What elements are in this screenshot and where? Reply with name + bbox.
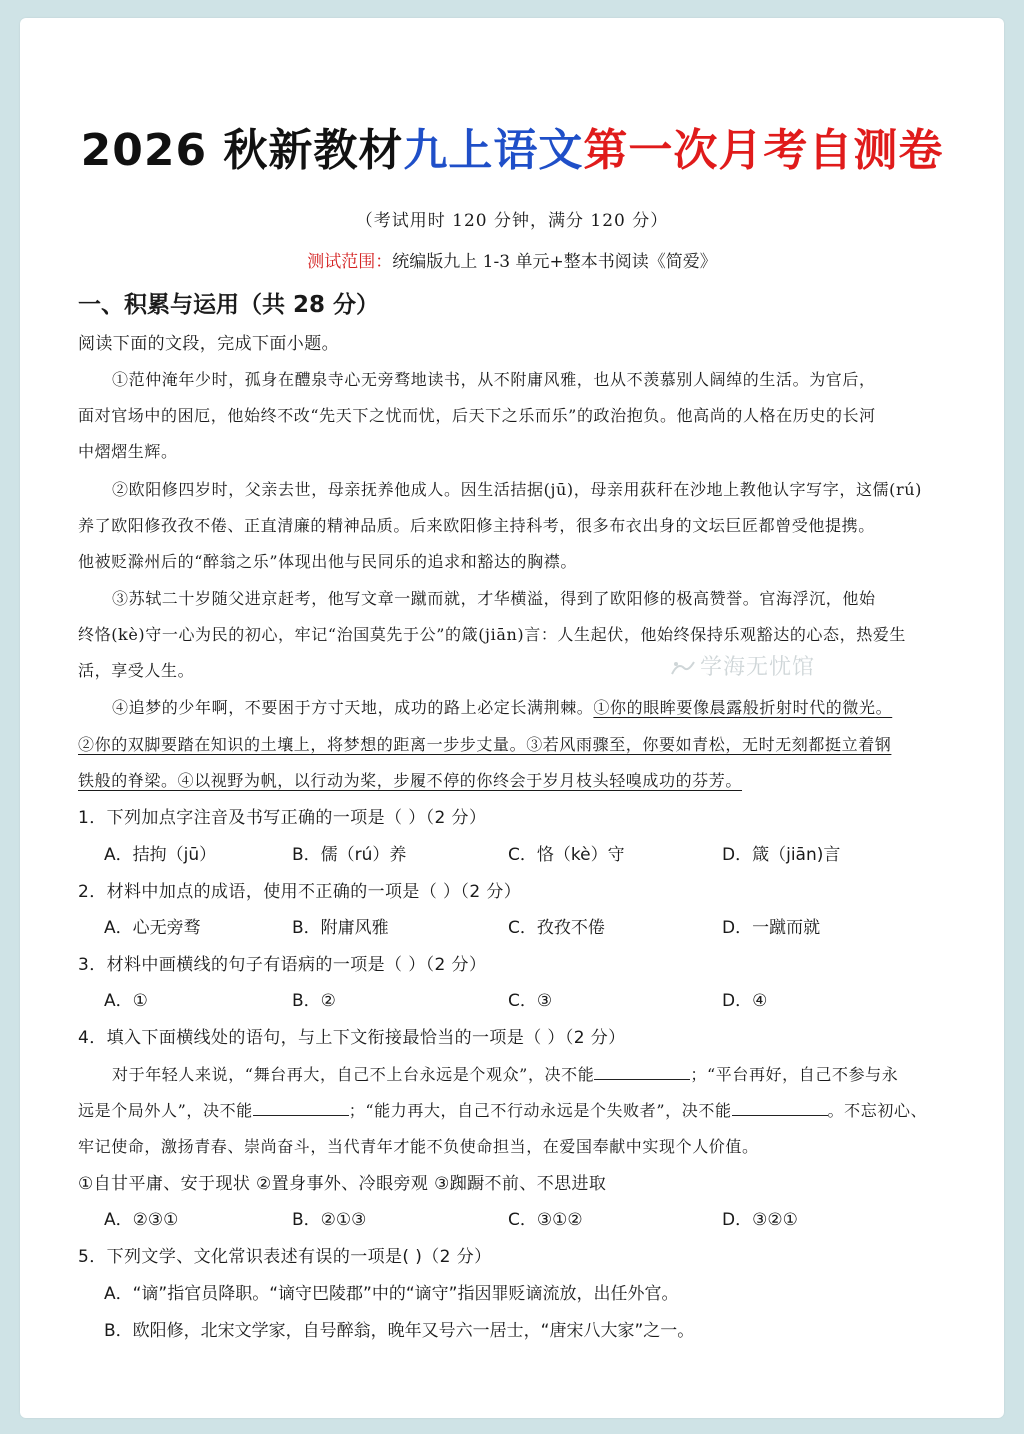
option-a: A．拮拘（jū） bbox=[104, 845, 217, 865]
passage-line bbox=[112, 696, 946, 720]
option-d: D．④ bbox=[722, 991, 768, 1011]
passage-line: ①范仲淹年少时，孤身在醴泉寺心无旁骛地读书，从不附庸风雅，也从不羡慕别人阔绰的生活。为官后， bbox=[112, 370, 876, 389]
exam-duration: （考试用时 120 分钟，满分 120 分） bbox=[355, 211, 669, 231]
underlined-sentence: 铁般的脊梁。④以视野为帆，以行动为桨，步履不停的你终会于岁月枝头轻嗅成功的芬芳。 bbox=[78, 771, 743, 790]
question-text: 远是个局外人”，决不能 bbox=[78, 1101, 253, 1120]
question-passage-line bbox=[112, 1063, 946, 1087]
question-text: 对于年轻人来说，“舞台再大，自己不上台永远是个观众”，决不能 bbox=[112, 1065, 595, 1084]
option-c: C．恪（kè）守 bbox=[508, 845, 625, 865]
title-year-part: 2026 秋新教材 bbox=[80, 125, 404, 176]
test-scope-text: 统编版九上 1-3 单元+整本书阅读《简爱》 bbox=[392, 252, 717, 272]
fill-blank bbox=[253, 1101, 349, 1116]
option-a: A．②③① bbox=[104, 1210, 179, 1230]
fill-blank bbox=[732, 1101, 828, 1116]
passage-line: ③苏轼二十岁随父进京赶考，他写文章一蹴而就，才华横溢，得到了欧阳修的极高赞誉。官海浮沉，他始 bbox=[112, 589, 876, 608]
question-stem: 1．下列加点字注音及书写正确的一项是（ ）（2 分） bbox=[78, 808, 487, 828]
option-c: C．③①② bbox=[508, 1210, 583, 1230]
test-scope-label: 测试范围： bbox=[307, 252, 393, 272]
watermark bbox=[670, 650, 815, 681]
title-subject-part: 九上语文 bbox=[403, 125, 584, 176]
question-stem: 4．填入下面横线处的语句，与上下文衔接最恰当的一项是（ ）（2 分） bbox=[78, 1028, 626, 1048]
question-choices-list: ①自甘平庸、安于现状 ②置身事外、冷眼旁观 ③踟蹰不前、不思进取 bbox=[78, 1174, 607, 1194]
passage-text: ④追梦的少年啊，不要困于方寸天地，成功的路上必定长满荆棘。 bbox=[112, 698, 594, 717]
option-a: A．“谪”指官员降职。“谪守巴陵郡”中的“谪守”指因罪贬谪流放，出任外官。 bbox=[104, 1284, 679, 1304]
option-a: A．① bbox=[104, 991, 148, 1011]
section-heading: 一、积累与运用（共 28 分） bbox=[78, 292, 380, 318]
test-scope bbox=[20, 247, 1004, 272]
passage-line: 活，享受人生。 bbox=[78, 661, 195, 680]
fill-blank bbox=[594, 1065, 690, 1080]
reading-instruction: 阅读下面的文段，完成下面小题。 bbox=[78, 334, 339, 354]
option-d: D．箴（jiān)言 bbox=[722, 845, 841, 865]
option-b: B．欧阳修，北宋文学家，自号醉翁，晚年又号六一居士，“唐宋八大家”之一。 bbox=[104, 1321, 695, 1341]
question-text: 。不忘初心、 bbox=[827, 1101, 928, 1120]
passage-line: ②欧阳修四岁时，父亲去世，母亲抚养他成人。因生活拮据(jū)，母亲用荻秆在沙地上教他认字写字，这儒(rú) bbox=[112, 480, 922, 499]
watermark-text: 学海无忧馆 bbox=[700, 655, 816, 680]
passage-line: 终恪(kè)守一心为民的初心，牢记“治国莫先于公”的箴(jiān)言：人生起伏，他始终保持乐观豁达的心态，热爱生 bbox=[78, 625, 907, 644]
passage-line: 养了欧阳修孜孜不倦、正直清廉的精神品质。后来欧阳修主持科考，很多布衣出身的文坛巨匠都曾受他提携。 bbox=[78, 516, 875, 535]
watermark-logo-icon bbox=[670, 658, 696, 678]
question-stem: 2．材料中加点的成语，使用不正确的一项是（ ）（2 分） bbox=[78, 882, 522, 902]
passage-line: 中熠熠生辉。 bbox=[78, 442, 178, 461]
underlined-sentence: ①你的眼眸要像晨露般折射时代的微光。 bbox=[593, 698, 893, 717]
option-d: D．③②① bbox=[722, 1210, 798, 1230]
question-stem: 5．下列文学、文化常识表述有误的一项是( )（2 分） bbox=[78, 1247, 492, 1267]
exam-paper bbox=[20, 18, 1004, 1418]
question-text: ；“能力再大，自己不行动永远是个失败者”，决不能 bbox=[348, 1101, 732, 1120]
passage-line: 面对官场中的困厄，他始终不改“先天下之忧而忧，后天下之乐而乐”的政治抱负。他高尚的人格在历史的长河 bbox=[78, 406, 876, 425]
option-b: B．附庸风雅 bbox=[292, 918, 389, 938]
exam-title bbox=[20, 114, 1004, 178]
option-a: A．心无旁骛 bbox=[104, 918, 201, 938]
question-stem: 3．材料中画横线的句子有语病的一项是（ ）（2 分） bbox=[78, 955, 487, 975]
underlined-sentence: ②你的双脚要踏在知识的土壤上，将梦想的距离一步步丈量。③若风雨骤至，你要如青松，无时无刻都挺立着钢 bbox=[78, 735, 892, 754]
passage-line: 他被贬滁州后的“醉翁之乐”体现出他与民同乐的追求和豁达的胸襟。 bbox=[78, 552, 577, 571]
question-passage-line: 牢记使命，激扬青春、崇尚奋斗，当代青年才能不负使命担当，在爱国奉献中实现个人价值。 bbox=[78, 1137, 759, 1156]
question-text: ；“平台再好，自己不参与永 bbox=[690, 1065, 899, 1084]
title-exam-part: 第一次月考自测卷 bbox=[583, 125, 944, 176]
option-d: D．一蹴而就 bbox=[722, 918, 821, 938]
option-c: C．③ bbox=[508, 991, 553, 1011]
option-b: B．②①③ bbox=[292, 1210, 367, 1230]
option-b: B．② bbox=[292, 991, 336, 1011]
option-b: B．儒（rú）养 bbox=[292, 845, 407, 865]
option-c: C．孜孜不倦 bbox=[508, 918, 605, 938]
question-passage-line bbox=[78, 1099, 946, 1123]
